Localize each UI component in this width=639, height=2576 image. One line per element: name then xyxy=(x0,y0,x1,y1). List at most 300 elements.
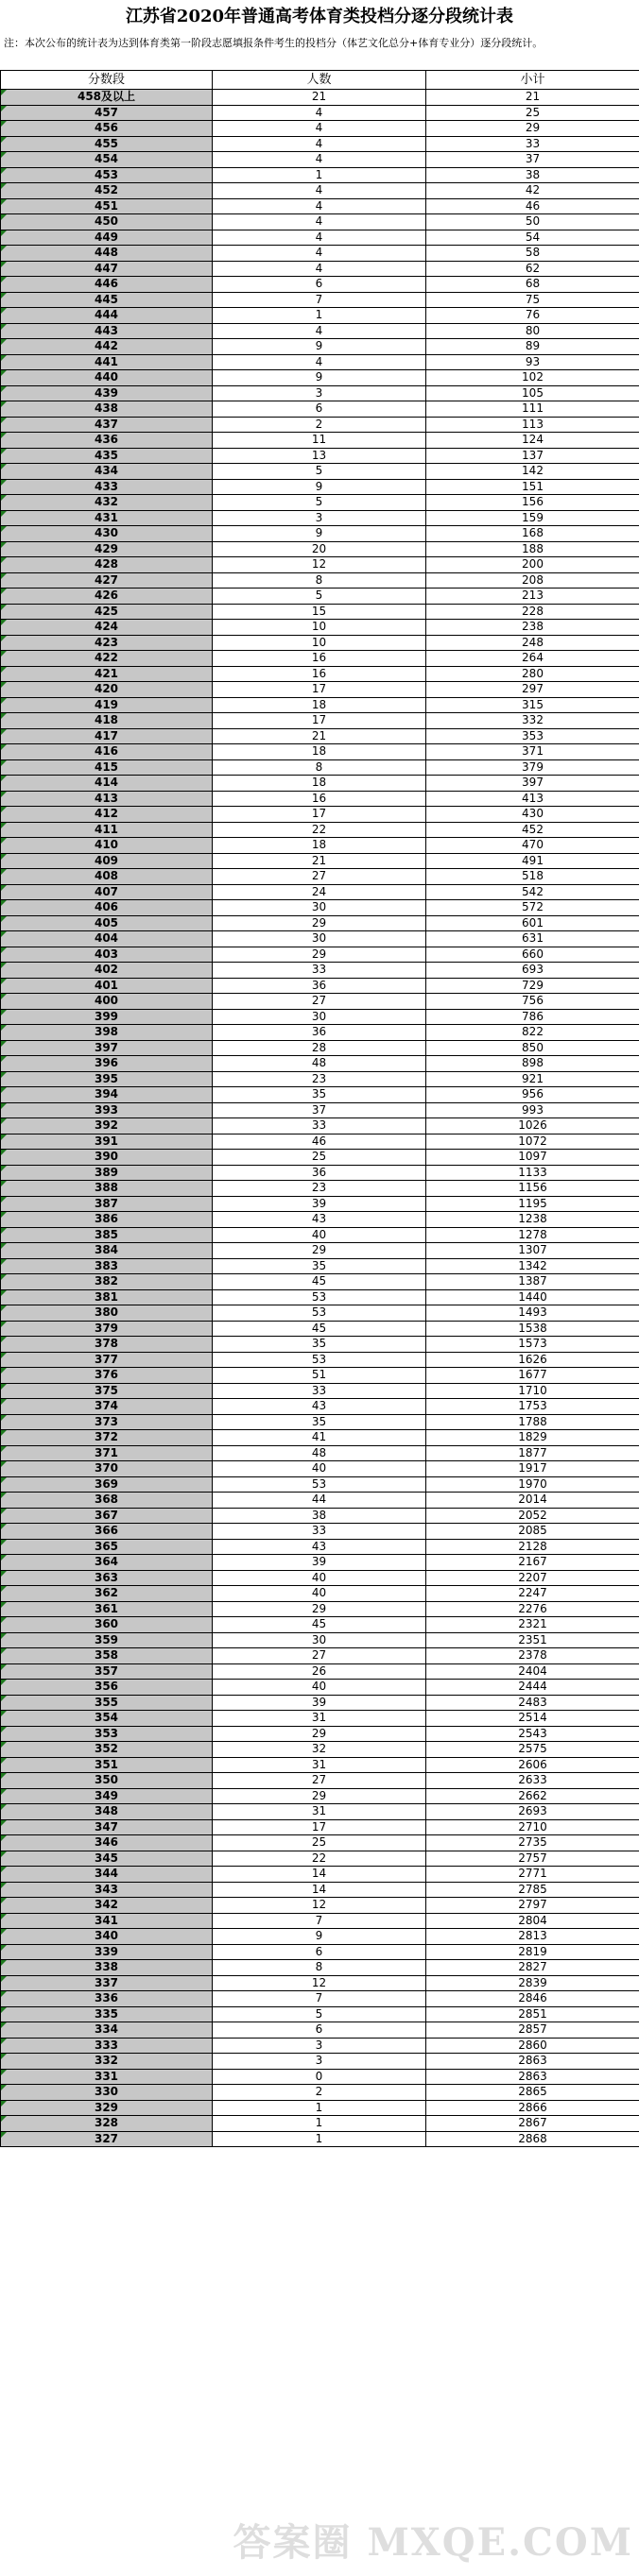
score-cell[interactable]: 331 xyxy=(1,2069,213,2085)
cumulative-cell[interactable]: 2813 xyxy=(426,1929,639,1945)
cumulative-cell[interactable]: 898 xyxy=(426,1056,639,1072)
cumulative-cell[interactable]: 956 xyxy=(426,1087,639,1103)
cumulative-cell[interactable]: 660 xyxy=(426,947,639,963)
count-cell[interactable]: 27 xyxy=(213,1773,426,1789)
cumulative-cell[interactable]: 1877 xyxy=(426,1445,639,1461)
score-cell[interactable]: 376 xyxy=(1,1368,213,1384)
score-cell[interactable]: 363 xyxy=(1,1570,213,1586)
score-cell[interactable]: 426 xyxy=(1,589,213,605)
cumulative-cell[interactable]: 29 xyxy=(426,121,639,137)
score-cell[interactable]: 388 xyxy=(1,1181,213,1197)
count-cell[interactable]: 40 xyxy=(213,1461,426,1477)
cumulative-cell[interactable]: 80 xyxy=(426,323,639,339)
score-cell[interactable]: 355 xyxy=(1,1695,213,1711)
cumulative-cell[interactable]: 102 xyxy=(426,370,639,386)
cumulative-cell[interactable]: 2321 xyxy=(426,1617,639,1633)
score-cell[interactable]: 425 xyxy=(1,604,213,620)
count-cell[interactable]: 20 xyxy=(213,541,426,557)
score-cell[interactable]: 444 xyxy=(1,308,213,324)
cumulative-cell[interactable]: 188 xyxy=(426,541,639,557)
count-cell[interactable]: 7 xyxy=(213,1913,426,1929)
score-cell[interactable]: 384 xyxy=(1,1243,213,1259)
score-cell[interactable]: 346 xyxy=(1,1835,213,1851)
count-cell[interactable]: 24 xyxy=(213,884,426,900)
score-cell[interactable]: 450 xyxy=(1,214,213,230)
score-cell[interactable]: 442 xyxy=(1,339,213,355)
count-cell[interactable]: 5 xyxy=(213,495,426,511)
score-cell[interactable]: 409 xyxy=(1,853,213,869)
cumulative-cell[interactable]: 2863 xyxy=(426,2054,639,2070)
count-cell[interactable]: 4 xyxy=(213,246,426,262)
cumulative-cell[interactable]: 1387 xyxy=(426,1274,639,1290)
count-cell[interactable]: 22 xyxy=(213,822,426,838)
count-cell[interactable]: 16 xyxy=(213,651,426,667)
header-score-range[interactable]: 分数段 xyxy=(1,71,213,90)
count-cell[interactable]: 4 xyxy=(213,136,426,152)
cumulative-cell[interactable]: 631 xyxy=(426,931,639,947)
count-cell[interactable]: 9 xyxy=(213,526,426,542)
count-cell[interactable]: 6 xyxy=(213,1944,426,1960)
count-cell[interactable]: 1 xyxy=(213,2131,426,2147)
cumulative-cell[interactable]: 756 xyxy=(426,994,639,1010)
count-cell[interactable]: 5 xyxy=(213,589,426,605)
score-cell[interactable]: 370 xyxy=(1,1461,213,1477)
count-cell[interactable]: 40 xyxy=(213,1227,426,1243)
cumulative-cell[interactable]: 2662 xyxy=(426,1788,639,1804)
count-cell[interactable]: 39 xyxy=(213,1695,426,1711)
score-cell[interactable]: 351 xyxy=(1,1757,213,1773)
count-cell[interactable]: 43 xyxy=(213,1212,426,1228)
cumulative-cell[interactable]: 111 xyxy=(426,401,639,418)
score-cell[interactable]: 420 xyxy=(1,682,213,698)
cumulative-cell[interactable]: 2247 xyxy=(426,1586,639,1602)
cumulative-cell[interactable]: 786 xyxy=(426,1009,639,1025)
count-cell[interactable]: 46 xyxy=(213,1134,426,1150)
cumulative-cell[interactable]: 2867 xyxy=(426,2116,639,2132)
count-cell[interactable]: 1 xyxy=(213,2116,426,2132)
count-cell[interactable]: 44 xyxy=(213,1493,426,1509)
cumulative-cell[interactable]: 68 xyxy=(426,277,639,293)
cumulative-cell[interactable]: 2276 xyxy=(426,1601,639,1617)
count-cell[interactable]: 8 xyxy=(213,1960,426,1976)
cumulative-cell[interactable]: 1097 xyxy=(426,1150,639,1166)
score-cell[interactable]: 366 xyxy=(1,1524,213,1540)
cumulative-cell[interactable]: 238 xyxy=(426,620,639,636)
cumulative-cell[interactable]: 1307 xyxy=(426,1243,639,1259)
cumulative-cell[interactable]: 1238 xyxy=(426,1212,639,1228)
score-cell[interactable]: 336 xyxy=(1,1991,213,2007)
count-cell[interactable]: 1 xyxy=(213,167,426,183)
score-cell[interactable]: 423 xyxy=(1,635,213,651)
count-cell[interactable]: 4 xyxy=(213,230,426,246)
score-cell[interactable]: 358 xyxy=(1,1648,213,1664)
count-cell[interactable]: 9 xyxy=(213,370,426,386)
score-cell[interactable]: 455 xyxy=(1,136,213,152)
score-cell[interactable]: 436 xyxy=(1,433,213,449)
cumulative-cell[interactable]: 62 xyxy=(426,261,639,277)
score-cell[interactable]: 349 xyxy=(1,1788,213,1804)
score-cell[interactable]: 386 xyxy=(1,1212,213,1228)
score-cell[interactable]: 332 xyxy=(1,2054,213,2070)
score-cell[interactable]: 448 xyxy=(1,246,213,262)
cumulative-cell[interactable]: 2128 xyxy=(426,1539,639,1555)
score-cell[interactable]: 364 xyxy=(1,1555,213,1571)
count-cell[interactable]: 53 xyxy=(213,1289,426,1305)
cumulative-cell[interactable]: 2839 xyxy=(426,1975,639,1991)
cumulative-cell[interactable]: 379 xyxy=(426,759,639,776)
cumulative-cell[interactable]: 2757 xyxy=(426,1851,639,1867)
score-cell[interactable]: 362 xyxy=(1,1586,213,1602)
count-cell[interactable]: 51 xyxy=(213,1368,426,1384)
cumulative-cell[interactable]: 228 xyxy=(426,604,639,620)
cumulative-cell[interactable]: 76 xyxy=(426,308,639,324)
count-cell[interactable]: 35 xyxy=(213,1414,426,1430)
score-cell[interactable]: 382 xyxy=(1,1274,213,1290)
count-cell[interactable]: 4 xyxy=(213,354,426,370)
cumulative-cell[interactable]: 2606 xyxy=(426,1757,639,1773)
count-cell[interactable]: 6 xyxy=(213,401,426,418)
count-cell[interactable]: 53 xyxy=(213,1476,426,1493)
score-cell[interactable]: 439 xyxy=(1,385,213,401)
cumulative-cell[interactable]: 1573 xyxy=(426,1337,639,1353)
cumulative-cell[interactable]: 993 xyxy=(426,1102,639,1118)
score-cell[interactable]: 330 xyxy=(1,2085,213,2101)
score-cell[interactable]: 396 xyxy=(1,1056,213,1072)
count-cell[interactable]: 4 xyxy=(213,183,426,199)
count-cell[interactable]: 48 xyxy=(213,1056,426,1072)
count-cell[interactable]: 17 xyxy=(213,713,426,729)
count-cell[interactable]: 36 xyxy=(213,1025,426,1041)
count-cell[interactable]: 4 xyxy=(213,214,426,230)
count-cell[interactable]: 12 xyxy=(213,1898,426,1914)
score-cell[interactable]: 393 xyxy=(1,1102,213,1118)
score-cell[interactable]: 428 xyxy=(1,557,213,573)
count-cell[interactable]: 43 xyxy=(213,1539,426,1555)
score-cell[interactable]: 373 xyxy=(1,1414,213,1430)
count-cell[interactable]: 4 xyxy=(213,152,426,168)
score-cell[interactable]: 327 xyxy=(1,2131,213,2147)
cumulative-cell[interactable]: 50 xyxy=(426,214,639,230)
cumulative-cell[interactable]: 1917 xyxy=(426,1461,639,1477)
count-cell[interactable]: 38 xyxy=(213,1508,426,1524)
score-cell[interactable]: 344 xyxy=(1,1867,213,1883)
count-cell[interactable]: 1 xyxy=(213,308,426,324)
score-cell[interactable]: 356 xyxy=(1,1680,213,1696)
count-cell[interactable]: 41 xyxy=(213,1430,426,1446)
score-cell[interactable]: 350 xyxy=(1,1773,213,1789)
score-cell[interactable]: 400 xyxy=(1,994,213,1010)
cumulative-cell[interactable]: 1278 xyxy=(426,1227,639,1243)
score-cell[interactable]: 395 xyxy=(1,1071,213,1087)
cumulative-cell[interactable]: 54 xyxy=(426,230,639,246)
count-cell[interactable]: 45 xyxy=(213,1617,426,1633)
score-cell[interactable]: 379 xyxy=(1,1321,213,1337)
count-cell[interactable]: 39 xyxy=(213,1196,426,1212)
count-cell[interactable]: 13 xyxy=(213,448,426,464)
count-cell[interactable]: 3 xyxy=(213,2054,426,2070)
count-cell[interactable]: 10 xyxy=(213,635,426,651)
score-cell[interactable]: 424 xyxy=(1,620,213,636)
count-cell[interactable]: 17 xyxy=(213,1819,426,1835)
cumulative-cell[interactable]: 137 xyxy=(426,448,639,464)
cumulative-cell[interactable]: 280 xyxy=(426,666,639,682)
cumulative-cell[interactable]: 2378 xyxy=(426,1648,639,1664)
count-cell[interactable]: 0 xyxy=(213,2069,426,2085)
cumulative-cell[interactable]: 2575 xyxy=(426,1742,639,1758)
cumulative-cell[interactable]: 168 xyxy=(426,526,639,542)
score-cell[interactable]: 394 xyxy=(1,1087,213,1103)
cumulative-cell[interactable]: 430 xyxy=(426,807,639,823)
count-cell[interactable]: 23 xyxy=(213,1071,426,1087)
score-cell[interactable]: 365 xyxy=(1,1539,213,1555)
score-cell[interactable]: 352 xyxy=(1,1742,213,1758)
score-cell[interactable]: 451 xyxy=(1,198,213,214)
count-cell[interactable]: 4 xyxy=(213,121,426,137)
score-cell[interactable]: 337 xyxy=(1,1975,213,1991)
count-cell[interactable]: 21 xyxy=(213,90,426,106)
score-cell[interactable]: 378 xyxy=(1,1337,213,1353)
score-cell[interactable]: 374 xyxy=(1,1399,213,1415)
count-cell[interactable]: 12 xyxy=(213,557,426,573)
score-cell[interactable]: 419 xyxy=(1,697,213,713)
score-cell[interactable]: 457 xyxy=(1,105,213,121)
score-cell[interactable]: 447 xyxy=(1,261,213,277)
cumulative-cell[interactable]: 1026 xyxy=(426,1118,639,1134)
count-cell[interactable]: 35 xyxy=(213,1087,426,1103)
cumulative-cell[interactable]: 2633 xyxy=(426,1773,639,1789)
score-cell[interactable]: 411 xyxy=(1,822,213,838)
score-cell[interactable]: 339 xyxy=(1,1944,213,1960)
cumulative-cell[interactable]: 1538 xyxy=(426,1321,639,1337)
score-cell[interactable]: 404 xyxy=(1,931,213,947)
cumulative-cell[interactable]: 2404 xyxy=(426,1663,639,1680)
cumulative-cell[interactable]: 2851 xyxy=(426,2006,639,2022)
cumulative-cell[interactable]: 1677 xyxy=(426,1368,639,1384)
score-cell[interactable]: 335 xyxy=(1,2006,213,2022)
count-cell[interactable]: 15 xyxy=(213,604,426,620)
score-cell[interactable]: 434 xyxy=(1,464,213,480)
cumulative-cell[interactable]: 248 xyxy=(426,635,639,651)
score-cell[interactable]: 360 xyxy=(1,1617,213,1633)
cumulative-cell[interactable]: 2846 xyxy=(426,1991,639,2007)
count-cell[interactable]: 35 xyxy=(213,1258,426,1274)
cumulative-cell[interactable]: 1133 xyxy=(426,1165,639,1181)
score-cell[interactable]: 412 xyxy=(1,807,213,823)
cumulative-cell[interactable]: 822 xyxy=(426,1025,639,1041)
score-cell[interactable]: 415 xyxy=(1,759,213,776)
cumulative-cell[interactable]: 2827 xyxy=(426,1960,639,1976)
cumulative-cell[interactable]: 470 xyxy=(426,838,639,854)
score-cell[interactable]: 341 xyxy=(1,1913,213,1929)
count-cell[interactable]: 29 xyxy=(213,1788,426,1804)
score-cell[interactable]: 449 xyxy=(1,230,213,246)
count-cell[interactable]: 5 xyxy=(213,464,426,480)
score-cell[interactable]: 389 xyxy=(1,1165,213,1181)
count-cell[interactable]: 22 xyxy=(213,1851,426,1867)
count-cell[interactable]: 48 xyxy=(213,1445,426,1461)
count-cell[interactable]: 9 xyxy=(213,1929,426,1945)
score-cell[interactable]: 433 xyxy=(1,479,213,495)
cumulative-cell[interactable]: 1788 xyxy=(426,1414,639,1430)
cumulative-cell[interactable]: 729 xyxy=(426,978,639,994)
cumulative-cell[interactable]: 1440 xyxy=(426,1289,639,1305)
score-cell[interactable]: 418 xyxy=(1,713,213,729)
score-cell[interactable]: 402 xyxy=(1,963,213,979)
cumulative-cell[interactable]: 208 xyxy=(426,572,639,589)
count-cell[interactable]: 27 xyxy=(213,869,426,885)
cumulative-cell[interactable]: 200 xyxy=(426,557,639,573)
score-cell[interactable]: 431 xyxy=(1,510,213,526)
cumulative-cell[interactable]: 2167 xyxy=(426,1555,639,1571)
count-cell[interactable]: 3 xyxy=(213,2038,426,2054)
cumulative-cell[interactable]: 2860 xyxy=(426,2038,639,2054)
cumulative-cell[interactable]: 75 xyxy=(426,292,639,308)
score-cell[interactable]: 328 xyxy=(1,2116,213,2132)
count-cell[interactable]: 9 xyxy=(213,339,426,355)
count-cell[interactable]: 17 xyxy=(213,682,426,698)
cumulative-cell[interactable]: 413 xyxy=(426,791,639,807)
score-cell[interactable]: 391 xyxy=(1,1134,213,1150)
score-cell[interactable]: 406 xyxy=(1,900,213,916)
cumulative-cell[interactable]: 1156 xyxy=(426,1181,639,1197)
count-cell[interactable]: 36 xyxy=(213,1165,426,1181)
cumulative-cell[interactable]: 2693 xyxy=(426,1804,639,1820)
score-cell[interactable]: 347 xyxy=(1,1819,213,1835)
score-cell[interactable]: 421 xyxy=(1,666,213,682)
cumulative-cell[interactable]: 33 xyxy=(426,136,639,152)
cumulative-cell[interactable]: 2014 xyxy=(426,1493,639,1509)
cumulative-cell[interactable]: 213 xyxy=(426,589,639,605)
count-cell[interactable]: 26 xyxy=(213,1663,426,1680)
score-cell[interactable]: 342 xyxy=(1,1898,213,1914)
count-cell[interactable]: 1 xyxy=(213,2100,426,2116)
score-cell[interactable]: 408 xyxy=(1,869,213,885)
count-cell[interactable]: 40 xyxy=(213,1680,426,1696)
score-cell[interactable]: 348 xyxy=(1,1804,213,1820)
score-cell[interactable]: 354 xyxy=(1,1711,213,1727)
score-cell[interactable]: 398 xyxy=(1,1025,213,1041)
cumulative-cell[interactable]: 542 xyxy=(426,884,639,900)
cumulative-cell[interactable]: 2819 xyxy=(426,1944,639,1960)
cumulative-cell[interactable]: 1970 xyxy=(426,1476,639,1493)
cumulative-cell[interactable]: 264 xyxy=(426,651,639,667)
cumulative-cell[interactable]: 2868 xyxy=(426,2131,639,2147)
score-cell[interactable]: 371 xyxy=(1,1445,213,1461)
cumulative-cell[interactable]: 2797 xyxy=(426,1898,639,1914)
count-cell[interactable]: 4 xyxy=(213,105,426,121)
score-cell[interactable]: 437 xyxy=(1,417,213,433)
cumulative-cell[interactable]: 1072 xyxy=(426,1134,639,1150)
cumulative-cell[interactable]: 693 xyxy=(426,963,639,979)
cumulative-cell[interactable]: 1195 xyxy=(426,1196,639,1212)
count-cell[interactable]: 10 xyxy=(213,620,426,636)
score-cell[interactable]: 338 xyxy=(1,1960,213,1976)
score-cell[interactable]: 377 xyxy=(1,1352,213,1368)
score-cell[interactable]: 345 xyxy=(1,1851,213,1867)
count-cell[interactable]: 5 xyxy=(213,2006,426,2022)
count-cell[interactable]: 43 xyxy=(213,1399,426,1415)
count-cell[interactable]: 3 xyxy=(213,510,426,526)
count-cell[interactable]: 2 xyxy=(213,2085,426,2101)
count-cell[interactable]: 6 xyxy=(213,2022,426,2039)
cumulative-cell[interactable]: 2085 xyxy=(426,1524,639,1540)
cumulative-cell[interactable]: 850 xyxy=(426,1040,639,1056)
count-cell[interactable]: 18 xyxy=(213,838,426,854)
cumulative-cell[interactable]: 491 xyxy=(426,853,639,869)
score-cell[interactable]: 385 xyxy=(1,1227,213,1243)
cumulative-cell[interactable]: 142 xyxy=(426,464,639,480)
count-cell[interactable]: 29 xyxy=(213,1726,426,1742)
count-cell[interactable]: 4 xyxy=(213,261,426,277)
score-cell[interactable]: 456 xyxy=(1,121,213,137)
score-cell[interactable]: 333 xyxy=(1,2038,213,2054)
count-cell[interactable]: 28 xyxy=(213,1040,426,1056)
score-cell[interactable]: 445 xyxy=(1,292,213,308)
cumulative-cell[interactable]: 1342 xyxy=(426,1258,639,1274)
score-cell[interactable]: 375 xyxy=(1,1383,213,1399)
count-cell[interactable]: 4 xyxy=(213,323,426,339)
score-cell[interactable]: 430 xyxy=(1,526,213,542)
cumulative-cell[interactable]: 397 xyxy=(426,776,639,792)
cumulative-cell[interactable]: 2735 xyxy=(426,1835,639,1851)
cumulative-cell[interactable]: 518 xyxy=(426,869,639,885)
count-cell[interactable]: 29 xyxy=(213,947,426,963)
score-cell[interactable]: 387 xyxy=(1,1196,213,1212)
score-cell[interactable]: 413 xyxy=(1,791,213,807)
header-count[interactable]: 人数 xyxy=(213,71,426,90)
cumulative-cell[interactable]: 124 xyxy=(426,433,639,449)
cumulative-cell[interactable]: 2857 xyxy=(426,2022,639,2039)
cumulative-cell[interactable]: 371 xyxy=(426,744,639,760)
cumulative-cell[interactable]: 2771 xyxy=(426,1867,639,1883)
score-cell[interactable]: 427 xyxy=(1,572,213,589)
score-cell[interactable]: 392 xyxy=(1,1118,213,1134)
cumulative-cell[interactable]: 2866 xyxy=(426,2100,639,2116)
score-cell[interactable]: 369 xyxy=(1,1476,213,1493)
count-cell[interactable]: 25 xyxy=(213,1835,426,1851)
count-cell[interactable]: 27 xyxy=(213,1648,426,1664)
cumulative-cell[interactable]: 1710 xyxy=(426,1383,639,1399)
score-cell[interactable]: 383 xyxy=(1,1258,213,1274)
cumulative-cell[interactable]: 2804 xyxy=(426,1913,639,1929)
score-cell[interactable]: 429 xyxy=(1,541,213,557)
count-cell[interactable]: 9 xyxy=(213,479,426,495)
cumulative-cell[interactable]: 93 xyxy=(426,354,639,370)
cumulative-cell[interactable]: 38 xyxy=(426,167,639,183)
cumulative-cell[interactable]: 2052 xyxy=(426,1508,639,1524)
score-cell[interactable]: 443 xyxy=(1,323,213,339)
score-cell[interactable]: 357 xyxy=(1,1663,213,1680)
count-cell[interactable]: 40 xyxy=(213,1570,426,1586)
score-cell[interactable]: 438 xyxy=(1,401,213,418)
count-cell[interactable]: 2 xyxy=(213,417,426,433)
score-cell[interactable]: 359 xyxy=(1,1632,213,1648)
count-cell[interactable]: 7 xyxy=(213,1991,426,2007)
score-cell[interactable]: 397 xyxy=(1,1040,213,1056)
cumulative-cell[interactable]: 42 xyxy=(426,183,639,199)
score-cell[interactable]: 422 xyxy=(1,651,213,667)
cumulative-cell[interactable]: 105 xyxy=(426,385,639,401)
count-cell[interactable]: 53 xyxy=(213,1305,426,1322)
score-cell[interactable]: 417 xyxy=(1,728,213,744)
cumulative-cell[interactable]: 297 xyxy=(426,682,639,698)
count-cell[interactable]: 36 xyxy=(213,978,426,994)
count-cell[interactable]: 29 xyxy=(213,915,426,931)
score-cell[interactable]: 353 xyxy=(1,1726,213,1742)
score-cell[interactable]: 361 xyxy=(1,1601,213,1617)
score-cell[interactable]: 446 xyxy=(1,277,213,293)
cumulative-cell[interactable]: 315 xyxy=(426,697,639,713)
